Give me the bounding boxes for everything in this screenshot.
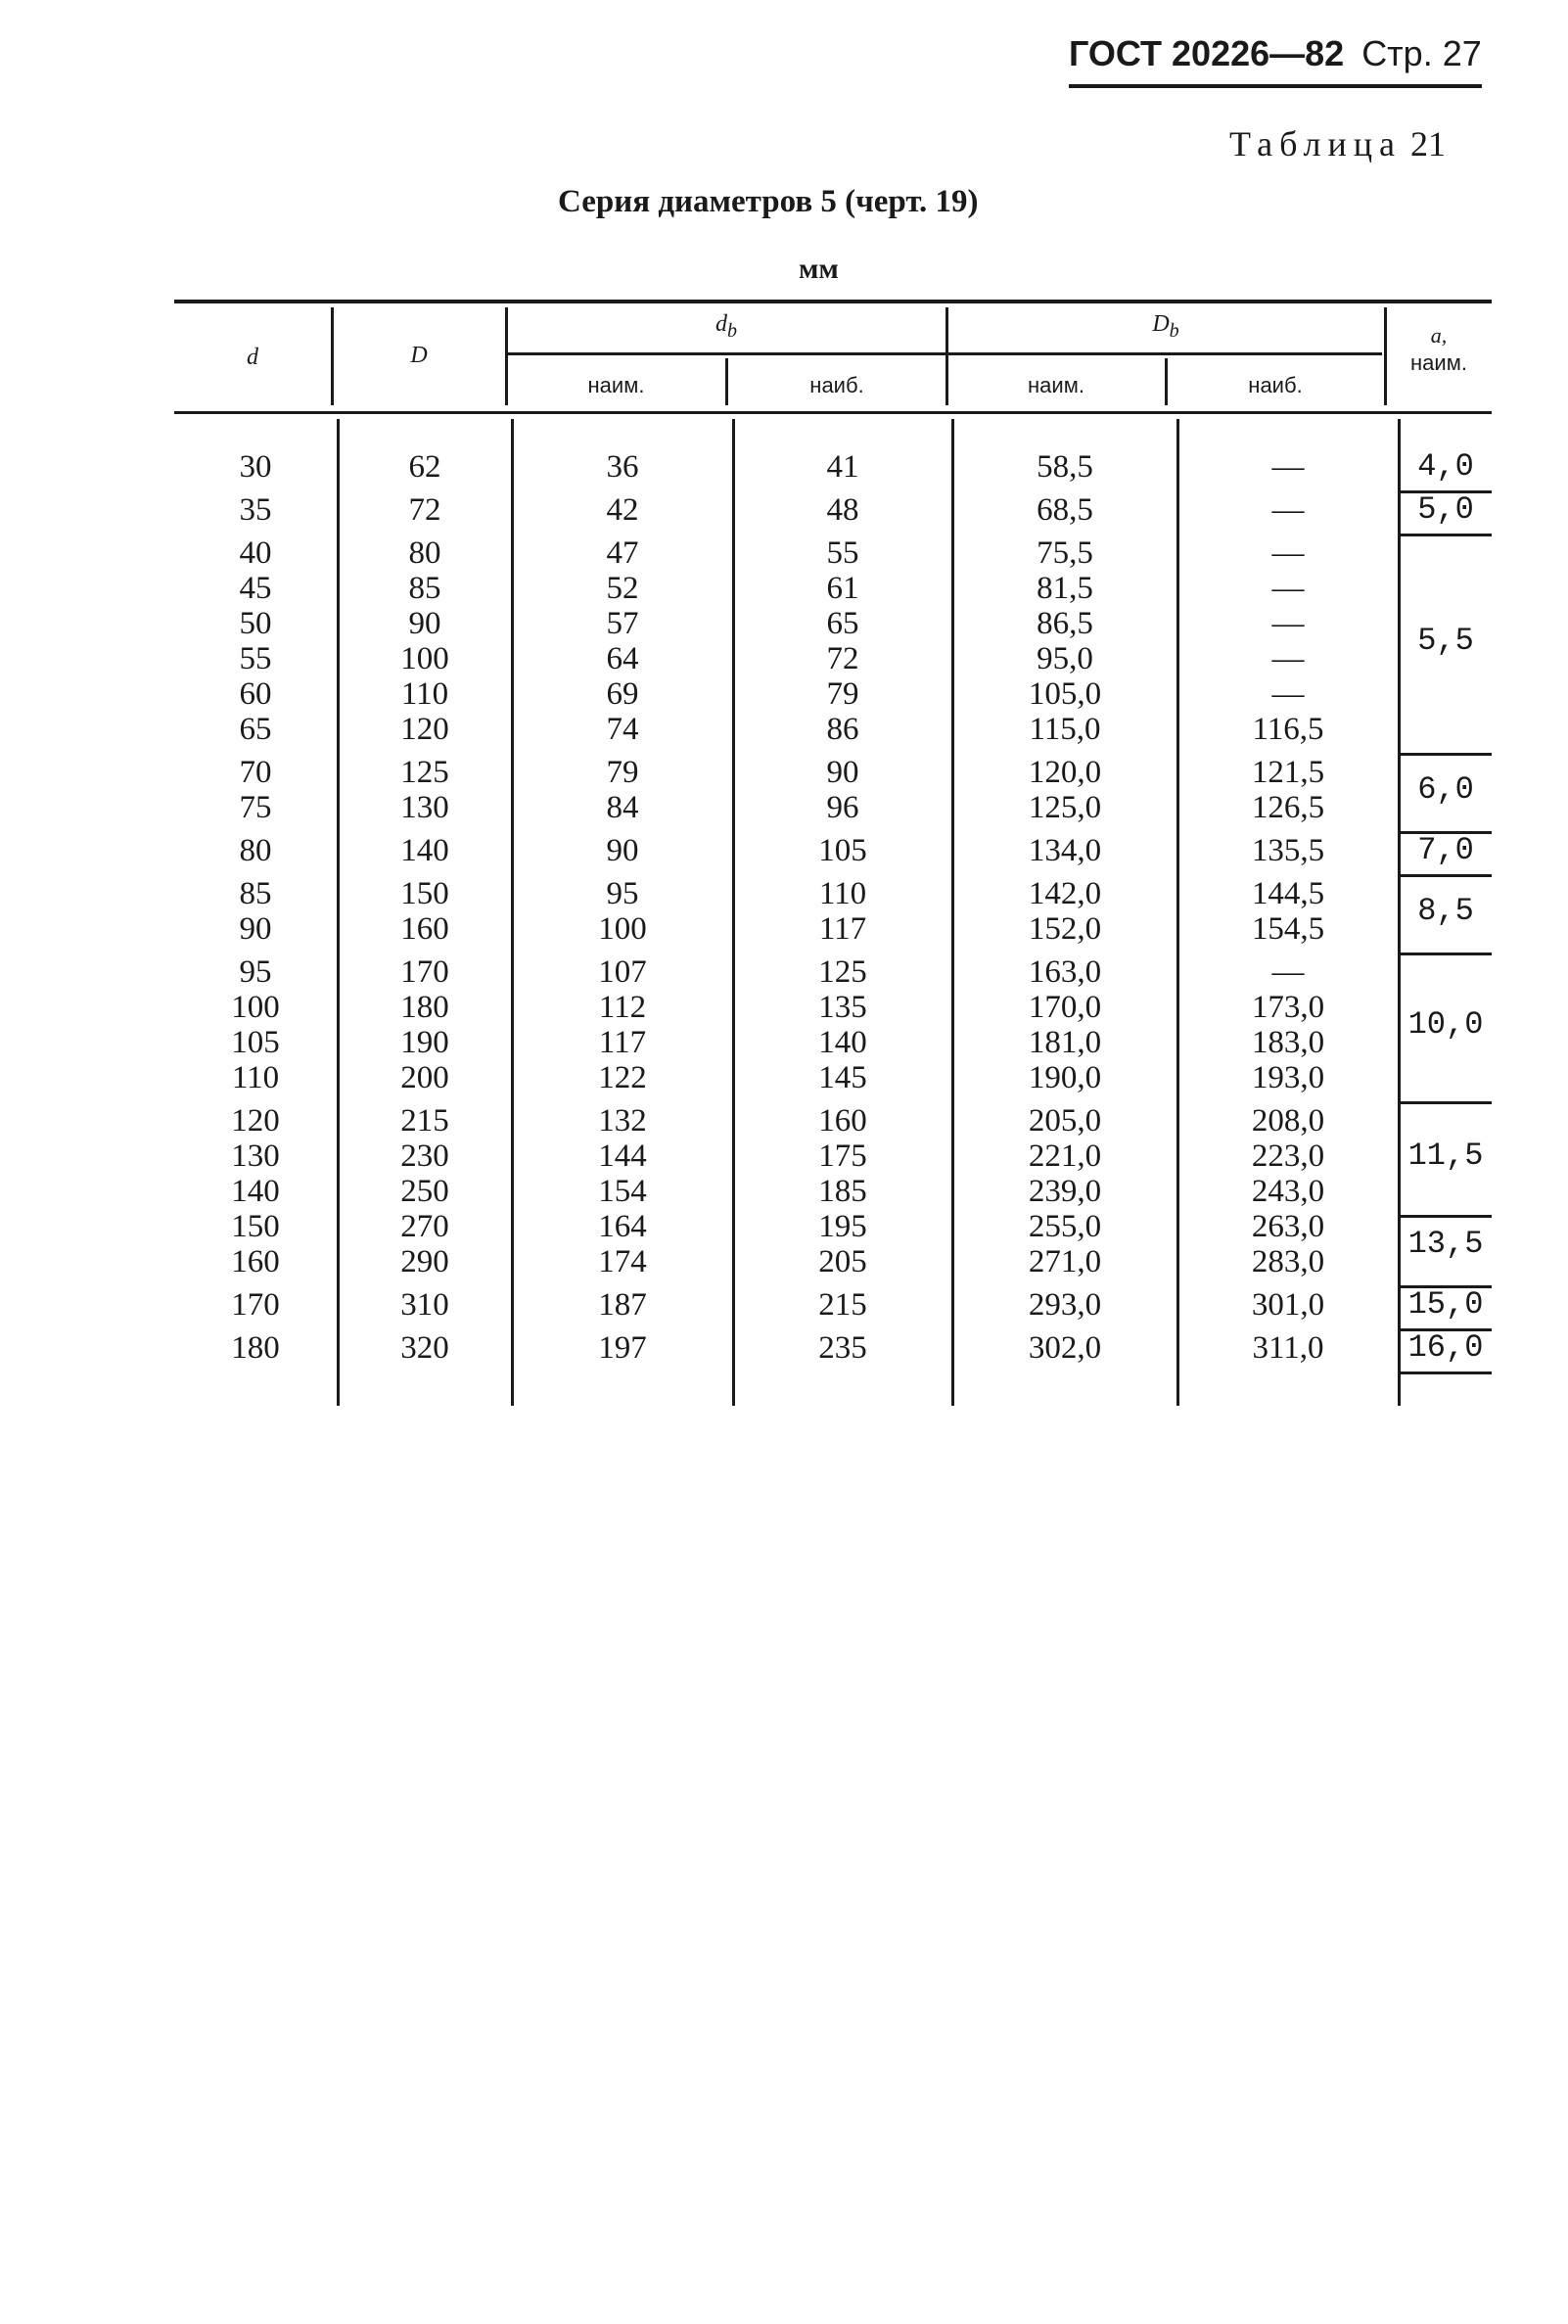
cell-d: 120	[231, 1103, 280, 1139]
cell-db-max: 175	[818, 1139, 867, 1174]
cell-Db-min: 115,0	[1029, 712, 1101, 747]
cell-db-min: 187	[598, 1287, 647, 1323]
a-group-separator	[1400, 534, 1492, 536]
standard-number: ГОСТ 20226—82	[1069, 33, 1345, 73]
cell-db-max: 105	[818, 833, 867, 868]
cell-db-max: 160	[818, 1103, 867, 1139]
cell-D: 250	[400, 1174, 449, 1209]
cell-db-max: 65	[826, 606, 859, 641]
cell-a: 8,5	[1417, 893, 1474, 929]
cell-Db-min: 221,0	[1028, 1139, 1102, 1174]
cell-a: 5,0	[1417, 491, 1474, 528]
cell-a: 16,0	[1407, 1329, 1484, 1366]
cell-D: 170	[400, 954, 449, 990]
table-label-number: 21	[1409, 124, 1446, 163]
cell-D: 270	[400, 1209, 449, 1244]
cell-db-min: 117	[598, 1025, 647, 1060]
cell-d: 85	[239, 876, 272, 911]
cell-Db-max: —	[1271, 641, 1305, 676]
cell-Db-min: 302,0	[1028, 1330, 1102, 1366]
cell-Db-max: 154,5	[1251, 911, 1325, 947]
cell-Db-min: 170,0	[1028, 990, 1102, 1025]
table-top-rule	[174, 300, 1492, 303]
cell-db-max: 72	[826, 641, 859, 676]
cell-D: 160	[400, 911, 449, 947]
cell-Db-min: 239,0	[1028, 1174, 1102, 1209]
cell-Db-max: 301,0	[1251, 1287, 1325, 1323]
cell-d: 30	[239, 449, 272, 485]
a-group-separator	[1400, 1371, 1492, 1374]
cell-D: 100	[400, 641, 449, 676]
cell-Db-min: 105,0	[1028, 676, 1102, 712]
header-d: d	[247, 345, 258, 370]
cell-Db-min: 81,5	[1037, 571, 1093, 606]
cell-Db-min: 190,0	[1028, 1060, 1102, 1095]
cell-Db-max: 144,5	[1251, 876, 1325, 911]
cell-d: 180	[231, 1330, 280, 1366]
cell-D: 125	[400, 755, 449, 790]
cell-Db-min: 68,5	[1037, 492, 1093, 528]
cell-db-min: 132	[598, 1103, 647, 1139]
header-a: a,	[1430, 323, 1448, 348]
cell-Db-max: —	[1271, 492, 1305, 528]
cell-d: 60	[239, 676, 272, 712]
cell-Db-max: —	[1271, 449, 1305, 485]
cell-db-max: 195	[818, 1209, 867, 1244]
cell-Db-min: 142,0	[1028, 876, 1102, 911]
cell-Db-max: 223,0	[1251, 1139, 1325, 1174]
cell-db-max: 235	[818, 1330, 867, 1366]
page-number: Стр. 27	[1361, 33, 1482, 73]
cell-Db-max: —	[1271, 571, 1305, 606]
cell-d: 170	[231, 1287, 280, 1323]
a-group-separator	[1400, 874, 1492, 877]
cell-Db-min: 125,0	[1028, 790, 1102, 825]
cell-a: 4,0	[1417, 448, 1474, 485]
cell-db-min: 144	[598, 1139, 647, 1174]
cell-db-min: 154	[598, 1174, 647, 1209]
cell-db-max: 125	[818, 954, 867, 990]
cell-db-max: 145	[818, 1060, 867, 1095]
cell-db-min: 164	[598, 1209, 647, 1244]
cell-Db-max: —	[1271, 535, 1305, 571]
cell-db-max: 215	[818, 1287, 867, 1323]
cell-db-min: 107	[598, 954, 647, 990]
cell-d: 75	[239, 790, 272, 825]
cell-db-min: 100	[598, 911, 647, 947]
a-group-separator	[1400, 953, 1492, 955]
cell-D: 190	[400, 1025, 449, 1060]
cell-db-min: 95	[606, 876, 639, 911]
cell-Db-min: 255,0	[1028, 1209, 1102, 1244]
cell-Db-min: 86,5	[1037, 606, 1093, 641]
header-db: $d_b$	[715, 311, 737, 342]
cell-d: 100	[231, 990, 280, 1025]
cell-db-max: 205	[818, 1244, 867, 1279]
cell-db-max: 90	[826, 755, 859, 790]
cell-D: 80	[408, 535, 441, 571]
header-Db: $D_b$	[1152, 311, 1179, 342]
cell-d: 130	[231, 1139, 280, 1174]
cell-D: 140	[400, 833, 449, 868]
cell-D: 180	[400, 990, 449, 1025]
cell-db-min: 197	[598, 1330, 647, 1366]
cell-D: 290	[400, 1244, 449, 1279]
cell-d: 140	[231, 1174, 280, 1209]
cell-db-min: 112	[598, 990, 647, 1025]
cell-Db-max: 193,0	[1251, 1060, 1325, 1095]
cell-Db-max: 208,0	[1251, 1103, 1325, 1139]
page-header	[1069, 33, 1482, 88]
cell-db-max: 140	[818, 1025, 867, 1060]
cell-Db-max: 173,0	[1251, 990, 1325, 1025]
cell-db-min: 69	[606, 676, 639, 712]
header-Db-min: наим.	[1028, 373, 1084, 397]
a-group-separator	[1400, 753, 1492, 756]
cell-db-min: 122	[598, 1060, 647, 1095]
table-title: Серия диаметров 5 (черт. 19)	[558, 184, 979, 219]
cell-d: 95	[239, 954, 272, 990]
cell-Db-min: 134,0	[1028, 833, 1102, 868]
cell-d: 160	[231, 1244, 280, 1279]
cell-a: 5,5	[1417, 623, 1474, 659]
cell-D: 200	[400, 1060, 449, 1095]
cell-d: 65	[239, 712, 272, 747]
cell-Db-min: 181,0	[1028, 1025, 1102, 1060]
cell-Db-max: 243,0	[1251, 1174, 1325, 1209]
cell-db-min: 90	[606, 833, 639, 868]
cell-D: 62	[408, 449, 441, 485]
cell-db-max: 55	[826, 535, 859, 571]
cell-db-min: 42	[606, 492, 639, 528]
cell-Db-max: 311,0	[1252, 1330, 1324, 1366]
cell-d: 55	[239, 641, 272, 676]
cell-D: 90	[408, 606, 441, 641]
cell-D: 72	[408, 492, 441, 528]
cell-db-max: 185	[818, 1174, 867, 1209]
cell-Db-min: 58,5	[1037, 449, 1093, 485]
header-db-max: наиб.	[809, 373, 864, 397]
cell-db-min: 52	[606, 571, 639, 606]
cell-d: 45	[239, 571, 272, 606]
cell-db-min: 79	[606, 755, 639, 790]
table-label	[1229, 123, 1446, 164]
cell-a: 6,0	[1417, 771, 1474, 808]
cell-D: 130	[400, 790, 449, 825]
cell-d: 150	[231, 1209, 280, 1244]
cell-db-max: 48	[826, 492, 859, 528]
cell-db-max: 86	[826, 712, 859, 747]
header-db-min: наим.	[587, 373, 645, 397]
header-a-min: наим.	[1410, 350, 1467, 375]
unit-label: мм	[799, 253, 839, 285]
cell-db-min: 74	[606, 712, 639, 747]
cell-D: 215	[400, 1103, 449, 1139]
cell-db-min: 57	[606, 606, 639, 641]
cell-db-max: 96	[826, 790, 859, 825]
cell-Db-min: 293,0	[1028, 1287, 1102, 1323]
cell-Db-max: 121,5	[1251, 755, 1325, 790]
cell-Db-max: 183,0	[1251, 1025, 1325, 1060]
cell-Db-max: 135,5	[1251, 833, 1325, 868]
cell-D: 320	[400, 1330, 449, 1366]
cell-Db-min: 95,0	[1037, 641, 1093, 676]
cell-a: 13,5	[1407, 1226, 1484, 1262]
cell-Db-max: 263,0	[1251, 1209, 1325, 1244]
cell-D: 120	[400, 712, 449, 747]
cell-Db-min: 75,5	[1037, 535, 1093, 571]
header-bottom-rule	[174, 411, 1492, 414]
cell-db-max: 41	[826, 449, 859, 485]
cell-Db-min: 205,0	[1028, 1103, 1102, 1139]
cell-db-max: 135	[818, 990, 867, 1025]
cell-D: 85	[408, 571, 441, 606]
cell-d: 50	[239, 606, 272, 641]
cell-db-max: 110	[818, 876, 867, 911]
cell-d: 70	[239, 755, 272, 790]
cell-d: 40	[239, 535, 272, 571]
header-sub-rule	[507, 352, 1382, 355]
cell-db-min: 36	[606, 449, 639, 485]
a-group-separator	[1400, 1101, 1492, 1104]
cell-d: 90	[239, 911, 272, 947]
cell-D: 310	[400, 1287, 449, 1323]
cell-Db-min: 152,0	[1028, 911, 1102, 947]
cell-a: 11,5	[1407, 1138, 1484, 1174]
cell-d: 105	[231, 1025, 280, 1060]
header-Db-max: наиб.	[1248, 373, 1303, 397]
cell-db-max: 61	[826, 571, 859, 606]
cell-db-min: 174	[598, 1244, 647, 1279]
cell-Db-min: 163,0	[1028, 954, 1102, 990]
cell-d: 35	[239, 492, 272, 528]
table-label-word: Таблица	[1229, 124, 1402, 163]
header-D: D	[410, 343, 428, 368]
cell-a: 15,0	[1407, 1286, 1484, 1323]
cell-Db-max: —	[1271, 606, 1305, 641]
cell-db-max: 79	[826, 676, 859, 712]
cell-db-min: 64	[606, 641, 639, 676]
cell-db-max: 117	[818, 911, 867, 947]
cell-Db-max: 283,0	[1251, 1244, 1325, 1279]
cell-D: 150	[400, 876, 449, 911]
cell-D: 110	[400, 676, 449, 712]
cell-d: 80	[239, 833, 272, 868]
cell-Db-max: —	[1271, 676, 1305, 712]
cell-Db-max: —	[1271, 954, 1305, 990]
cell-a: 10,0	[1407, 1006, 1484, 1043]
cell-Db-max: 116,5	[1252, 712, 1324, 747]
cell-db-min: 47	[606, 535, 639, 571]
a-group-separator	[1400, 1215, 1492, 1218]
cell-Db-min: 271,0	[1028, 1244, 1102, 1279]
cell-Db-min: 120,0	[1028, 755, 1102, 790]
cell-a: 7,0	[1417, 832, 1474, 868]
cell-Db-max: 126,5	[1251, 790, 1325, 825]
cell-d: 110	[231, 1060, 280, 1095]
cell-db-min: 84	[606, 790, 639, 825]
cell-D: 230	[400, 1139, 449, 1174]
